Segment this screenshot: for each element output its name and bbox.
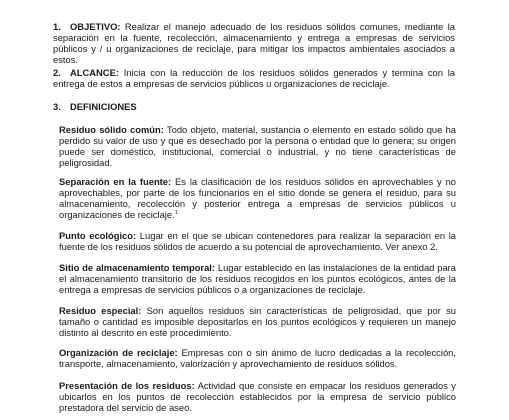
definition-text: Todo objeto, material, sustancia o elemento en estado sólido que ha perdido su valor de uso y que es desechado por la persona o entidad que lo genera; su origen puede ser doméstico, institucional, comercial o industrial, y no tiene características de peligrosidad. xyxy=(59,124,456,168)
section-title: ALCANCE: xyxy=(70,67,119,78)
definition-presentacion-de-los-residuos xyxy=(59,380,456,413)
section-definiciones xyxy=(53,101,455,112)
section-number: 3. xyxy=(53,101,61,112)
section-title: DEFINICIONES xyxy=(70,101,137,112)
section-number: 1. xyxy=(53,21,61,32)
definition-term: Punto ecológico: xyxy=(59,230,137,241)
definition-term: Sitio de almacenamiento temporal: xyxy=(59,262,216,273)
section-title: OBJETIVO: xyxy=(70,21,121,32)
definition-punto-ecologico xyxy=(59,230,456,252)
definition-residuo-solido-comun xyxy=(59,124,456,168)
definition-separacion-en-la-fuente xyxy=(59,176,456,220)
section-number: 2. xyxy=(53,67,61,78)
definition-text: Actividad que consiste en empacar los residuos generados y ubicarlos en los puntos de recolección establecidos por la empresa de servicio público prestadora del servicio de aseo. xyxy=(59,380,456,413)
definition-text: Es la clasificación de los residuos sólidos en aprovechables y no aprovechables, por parte de los funcionarios en el sitio donde se genera el residuo, para su almacenamiento, recolección y posterior entrega a empresas de servicios públicos u organizaciones de reciclaje. xyxy=(59,176,456,220)
definition-term: Separación en la fuente: xyxy=(59,176,172,187)
section-objetivo xyxy=(53,21,455,65)
definition-text: Empresas con o sin ánimo de lucro dedicadas a la recolección, transporte, almacenamiento, valorización y aprovechamiento de residuos sólidos. xyxy=(59,347,456,369)
definition-text: Son aquellos residuos sin características de peligrosidad, que por su tamaño o cantidad es imposible depositarlos en los puntos ecológicos y requieren un manejo distinto al descrito en este procedimiento. xyxy=(59,305,457,338)
section-alcance xyxy=(53,67,455,89)
definition-organizacion-de-reciclaje xyxy=(59,347,456,369)
definition-term: Presentación de los residuos: xyxy=(59,380,195,391)
definition-text: Lugar en el que se ubican contenedores para realizar la separación en la fuente de los residuos sólidos de acuerdo a su potencial de aprovechamiento. Ver anexo 2. xyxy=(59,230,457,252)
footnote-marker: 1 xyxy=(174,209,178,216)
section-text: Inicia con la reducción de los residuos sólidos generados y termina con la entrega de estos a empresas de servicios públicos u organizaciones de reciclaje. xyxy=(53,67,455,89)
definition-residuo-especial xyxy=(59,305,456,338)
definition-term: Residuo sólido común: xyxy=(59,124,164,135)
definition-text: Lugar establecido en las instalaciones de la entidad para el almacenamiento transitorio de los residuos recogidos en los puntos ecológicos, antes de la entrega a empresas de servicios públicos o a organizaciones de reciclaje. xyxy=(59,262,456,295)
definition-term: Residuo especial: xyxy=(59,305,142,316)
section-text: Realizar el manejo adecuado de los residuos sólidos comunes, mediante la separación en la fuente, recolección, almacenamiento y entrega a empresas de servicios públicos y / u organizaciones de reciclaje, para mitigar los impactos ambientales asociados a estos. xyxy=(53,21,455,65)
definition-sitio-almacenamiento-temporal xyxy=(59,262,456,295)
definition-term: Organización de reciclaje: xyxy=(59,347,178,358)
